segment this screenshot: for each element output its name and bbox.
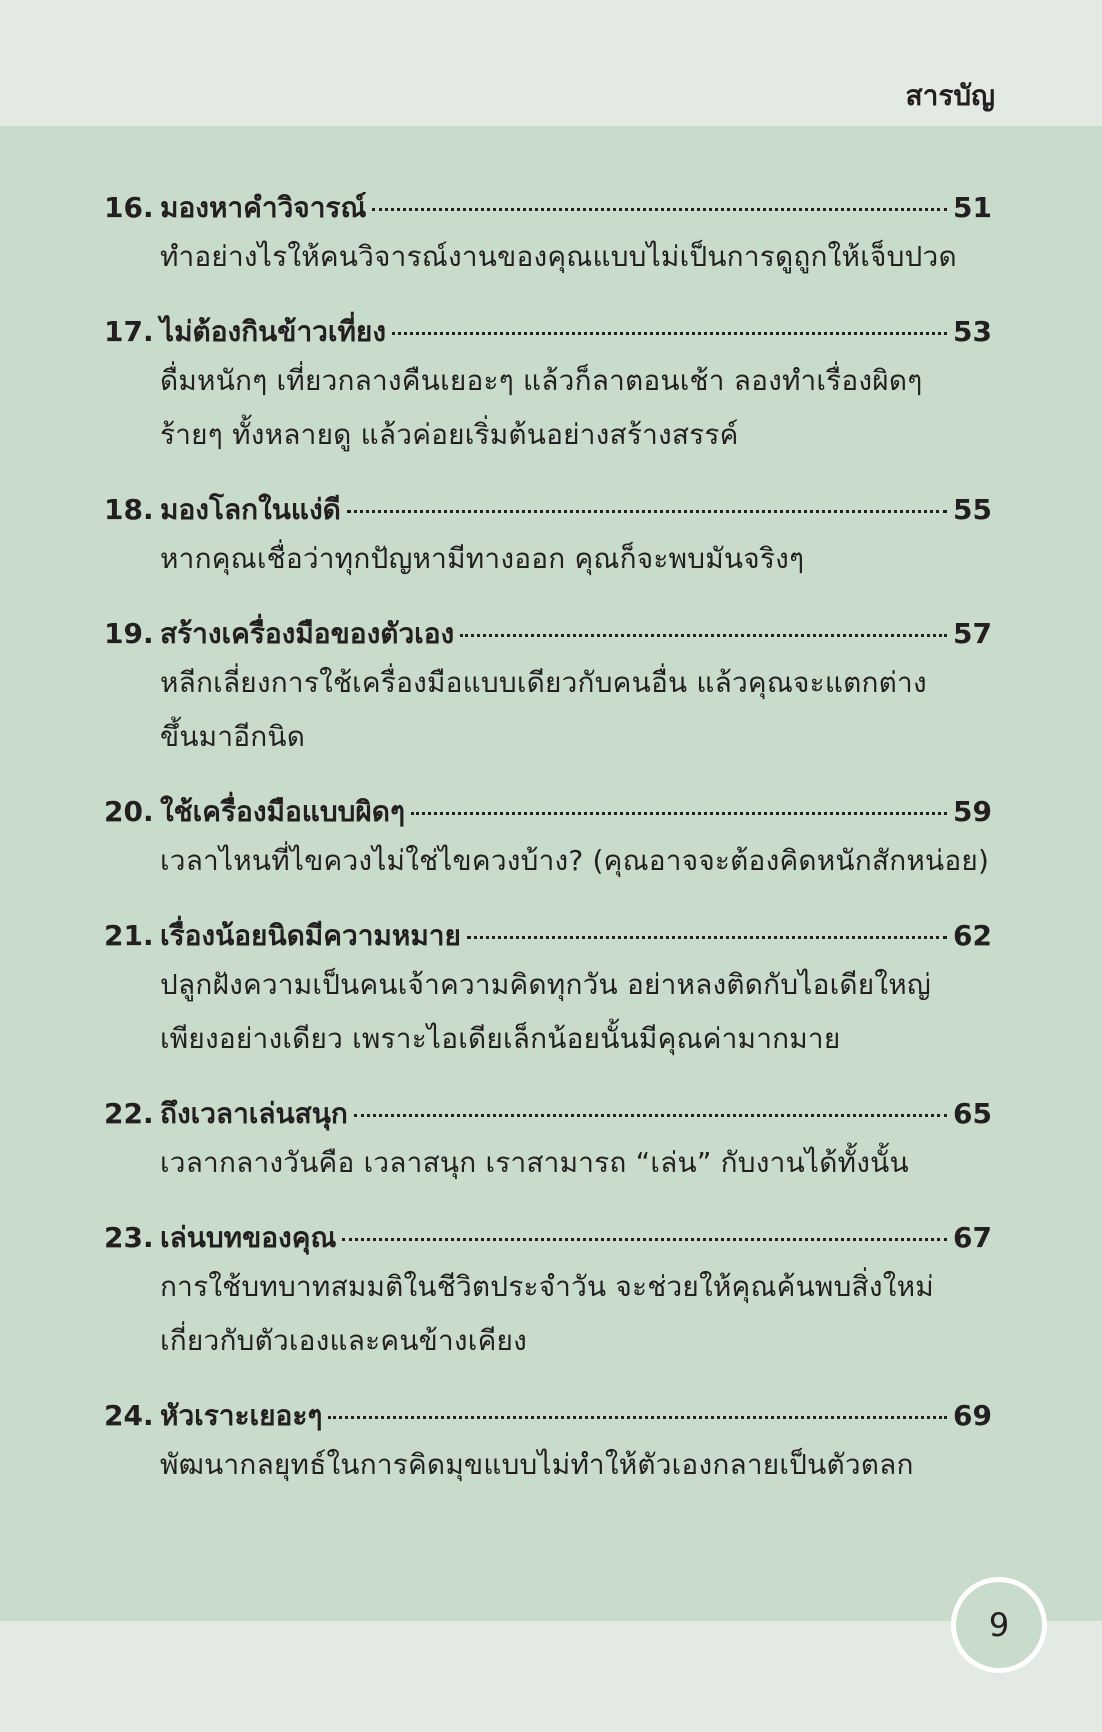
- dot-leader: [460, 634, 947, 637]
- toc-entry-heading: [104, 186, 992, 230]
- entry-description: [160, 230, 992, 284]
- entry-number: 17.: [104, 315, 154, 348]
- description-line: ร้ายๆ ทั้งหลายดู แล้วค่อยเริ่มต้นอย่างสร้างสรรค์: [160, 418, 739, 451]
- toc-entry-heading: [104, 1092, 992, 1136]
- toc-entry[interactable]: [104, 1394, 992, 1492]
- entry-title: ถึงเวลาเล่นสนุก: [160, 1097, 348, 1130]
- toc-entry-heading: [104, 612, 992, 656]
- description-line: หากคุณเชื่อว่าทุกปัญหามีทางออก คุณก็จะพบมันจริงๆ: [160, 542, 805, 575]
- toc-entry-heading: [104, 310, 992, 354]
- dot-leader: [392, 332, 947, 335]
- toc-entry[interactable]: [104, 186, 992, 284]
- toc-entry[interactable]: [104, 1092, 992, 1190]
- toc-entry-heading: [104, 1394, 992, 1438]
- entry-number: 24.: [104, 1399, 154, 1432]
- toc-entry-heading: [104, 790, 992, 834]
- page-number: 9: [988, 1606, 1010, 1644]
- toc-entry-heading: [104, 914, 992, 958]
- entry-number: 23.: [104, 1221, 154, 1254]
- entry-page: 57: [953, 617, 992, 650]
- dot-leader: [328, 1416, 947, 1419]
- description-line: เวลากลางวันคือ เวลาสนุก เราสามารถ “เล่น” กับงานได้ทั้งนั้น: [160, 1146, 909, 1179]
- toc-entry-heading: [104, 1216, 992, 1260]
- dot-leader: [411, 812, 947, 815]
- description-line: ขึ้นมาอีกนิด: [160, 720, 306, 753]
- entry-title: หัวเราะเยอะๆ: [160, 1399, 323, 1432]
- toc-entry[interactable]: [104, 1216, 992, 1368]
- description-line: เกี่ยวกับตัวเองและคนข้างเคียง: [160, 1324, 527, 1357]
- entry-title: ใช้เครื่องมือแบบผิดๆ: [160, 795, 405, 828]
- entry-description: [160, 532, 992, 586]
- description-line: พัฒนากลยุทธ์ในการคิดมุขแบบไม่ทำให้ตัวเองกลายเป็นตัวตลก: [160, 1448, 914, 1481]
- dot-leader: [354, 1114, 947, 1117]
- entry-page: 62: [953, 919, 992, 952]
- entry-description: [160, 1260, 992, 1368]
- toc-list: [104, 186, 992, 1518]
- entry-number: 16.: [104, 191, 154, 224]
- toc-entry[interactable]: [104, 612, 992, 764]
- toc-entry[interactable]: [104, 310, 992, 462]
- entry-title: ไม่ต้องกินข้าวเที่ยง: [160, 315, 386, 348]
- entry-number: 20.: [104, 795, 154, 828]
- section-title: สารบัญ: [905, 79, 995, 112]
- entry-title: เรื่องน้อยนิดมีความหมาย: [160, 919, 461, 952]
- entry-page: 53: [953, 315, 992, 348]
- entry-page: 59: [953, 795, 992, 828]
- entry-number: 22.: [104, 1097, 154, 1130]
- toc-entry[interactable]: [104, 790, 992, 888]
- dot-leader: [347, 510, 947, 513]
- entry-title: มองโลกในแง่ดี: [160, 493, 341, 526]
- description-line: การใช้บทบาทสมมติในชีวิตประจำวัน จะช่วยให้คุณค้นพบสิ่งใหม่: [160, 1270, 934, 1303]
- entry-title: มองหาคำวิจารณ์: [160, 191, 367, 224]
- dot-leader: [467, 936, 947, 939]
- description-line: เวลาไหนที่ไขควงไม่ใช่ไขควงบ้าง? (คุณอาจจะต้องคิดหนักสักหน่อย): [160, 844, 990, 877]
- description-line: หลีกเลี่ยงการใช้เครื่องมือแบบเดียวกับคนอื่น แล้วคุณจะแตกต่าง: [160, 666, 927, 699]
- dot-leader: [372, 208, 947, 211]
- description-line: เพียงอย่างเดียว เพราะไอเดียเล็กน้อยนั้นมีคุณค่ามากมาย: [160, 1022, 841, 1055]
- toc-entry[interactable]: [104, 914, 992, 1066]
- entry-number: 19.: [104, 617, 154, 650]
- entry-description: [160, 1438, 992, 1492]
- description-line: ทำอย่างไรให้คนวิจารณ์งานของคุณแบบไม่เป็นการดูถูกให้เจ็บปวด: [160, 240, 957, 273]
- toc-panel: [0, 126, 1102, 1621]
- entry-description: [160, 834, 992, 888]
- entry-page: 69: [953, 1399, 992, 1432]
- page-number-badge: [951, 1577, 1047, 1673]
- dot-leader: [342, 1238, 947, 1241]
- entry-description: [160, 354, 992, 462]
- entry-number: 21.: [104, 919, 154, 952]
- description-line: ปลูกฝังความเป็นคนเจ้าความคิดทุกวัน อย่าหลงติดกับไอเดียใหญ่: [160, 968, 931, 1001]
- entry-page: 65: [953, 1097, 992, 1130]
- entry-description: [160, 1136, 992, 1190]
- entry-page: 67: [953, 1221, 992, 1254]
- entry-description: [160, 656, 992, 764]
- entry-page: 51: [953, 191, 992, 224]
- entry-number: 18.: [104, 493, 154, 526]
- entry-title: เล่นบทของคุณ: [160, 1221, 337, 1254]
- entry-title: สร้างเครื่องมือของตัวเอง: [160, 617, 455, 650]
- description-line: ดื่มหนักๆ เที่ยวกลางคืนเยอะๆ แล้วก็ลาตอนเช้า ลองทำเรื่องผิดๆ: [160, 364, 923, 397]
- entry-page: 55: [953, 493, 992, 526]
- toc-entry[interactable]: [104, 488, 992, 586]
- entry-description: [160, 958, 992, 1066]
- toc-entry-heading: [104, 488, 992, 532]
